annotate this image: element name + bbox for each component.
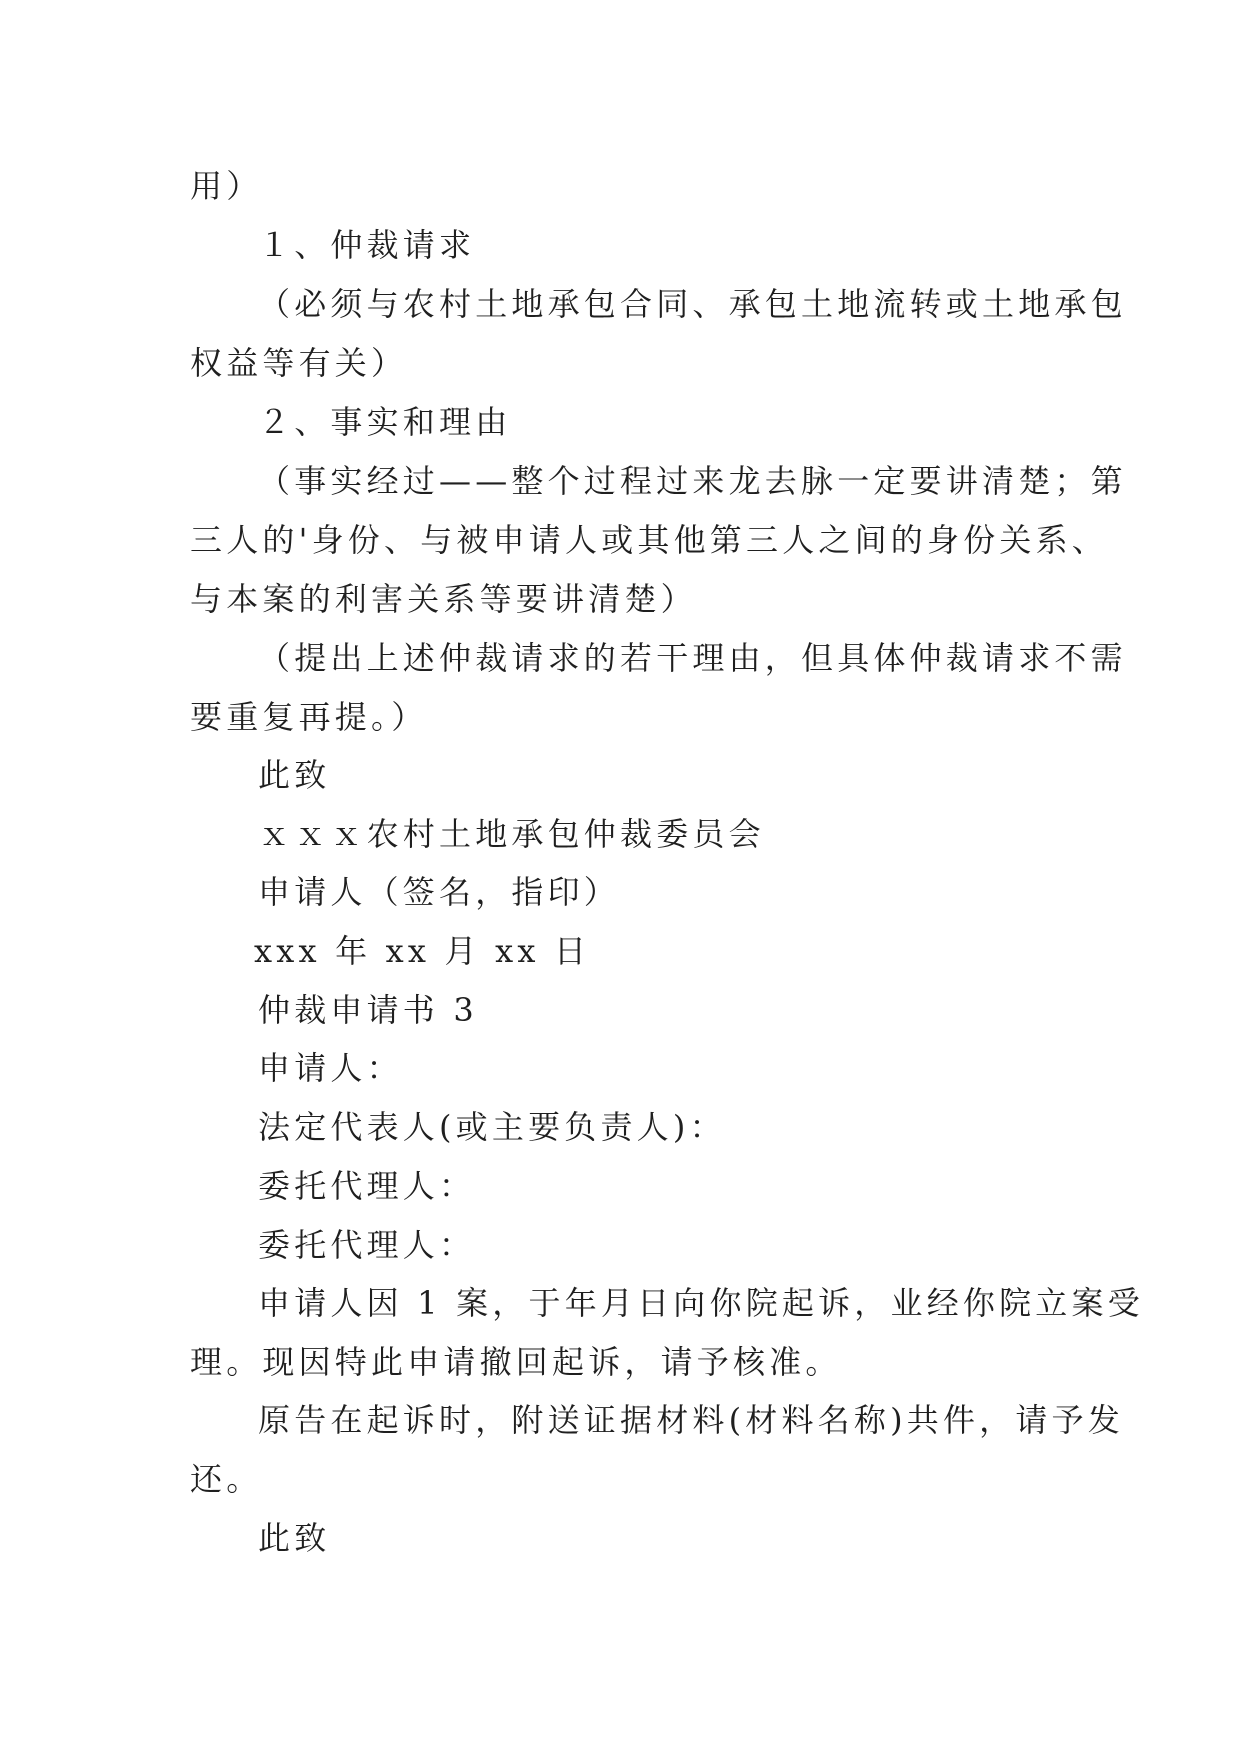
section-heading-arbitration-claims: １、仲裁请求 <box>258 226 476 264</box>
text-line: （必须与农村土地承包合同、承包土地流转或土地承包 <box>258 285 1127 323</box>
document-title: 仲裁申请书 3 <box>258 991 478 1029</box>
text-line: （提出上述仲裁请求的若干理由，但具体仲裁请求不需 <box>258 639 1127 677</box>
text-line: 还。 <box>190 1460 263 1498</box>
text-line: 原告在起诉时，附送证据材料(材料名称)共件，请予发 <box>258 1401 1124 1439</box>
signature-line: 申请人（签名，指印） <box>258 873 621 911</box>
salutation: 此致 <box>258 1519 331 1557</box>
section-heading-facts-and-reasons: ２、事实和理由 <box>258 403 512 441</box>
field-agent: 委托代理人： <box>258 1167 476 1205</box>
text-line: 权益等有关） <box>190 344 408 382</box>
field-agent: 委托代理人： <box>258 1226 476 1264</box>
text-line: 申请人因 1 案，于年月日向你院起诉，业经你院立案受 <box>258 1284 1144 1322</box>
text-line: 与本案的利害关系等要讲清楚） <box>190 580 697 618</box>
field-legal-representative: 法定代表人(或主要负责人)： <box>258 1108 726 1146</box>
text-line: 三人的'身份、与被申请人或其他第三人之间的身份关系、 <box>190 521 1108 559</box>
text-line: （事实经过——整个过程过来龙去脉一定要讲清楚；第 <box>258 462 1127 500</box>
text-line: 理。现因特此申请撤回起诉，请予核准。 <box>190 1343 842 1381</box>
text-line: 用） <box>190 167 263 205</box>
text-line: 要重复再提。） <box>190 698 428 736</box>
date-line: xxx 年 xx 月 xx 日 <box>254 932 591 970</box>
recipient-committee: ｘｘｘ农村土地承包仲裁委员会 <box>258 815 765 853</box>
field-applicant: 申请人： <box>258 1049 403 1087</box>
salutation: 此致 <box>258 756 331 794</box>
